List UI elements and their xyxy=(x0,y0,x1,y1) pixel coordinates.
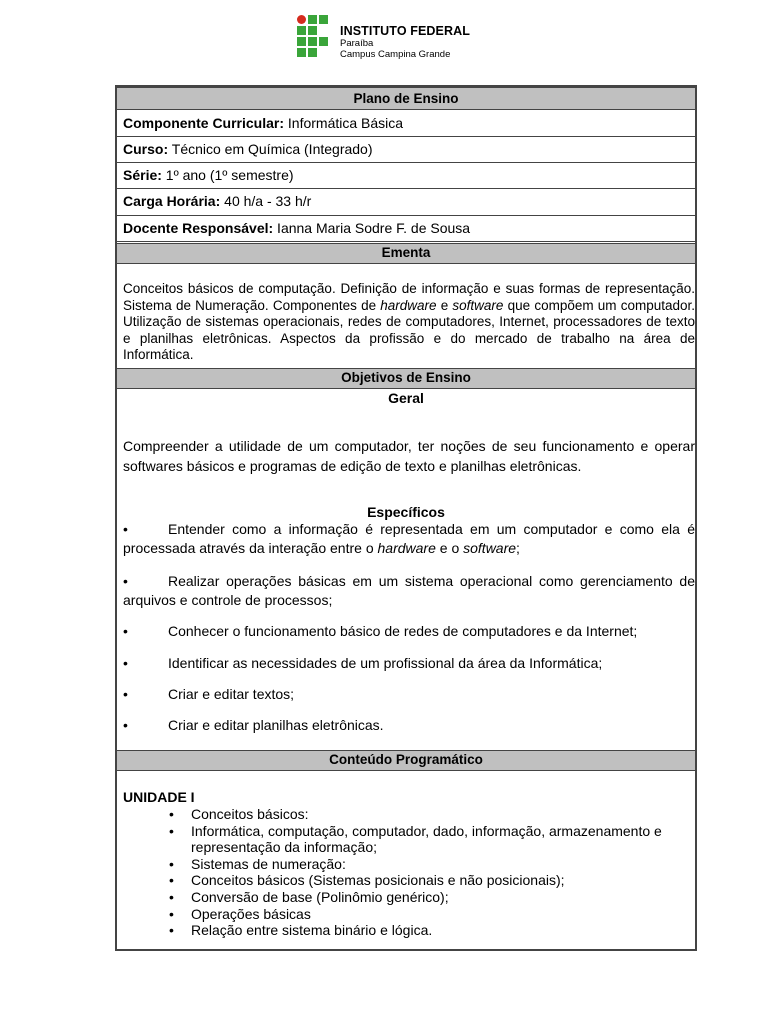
conteudo-list xyxy=(169,806,695,939)
plan-title: Plano de Ensino xyxy=(117,87,695,110)
objetivo-item: • Realizar operações básicas em um sistema operacional como gerenciamento de arquivos e controle de processos; xyxy=(123,573,695,608)
field-componente xyxy=(117,111,695,137)
list-item: • Conceitos básicos: xyxy=(169,806,695,823)
field-curso xyxy=(117,137,695,163)
institution-campus: Campus Campina Grande xyxy=(340,49,451,60)
field-value: 40 h/a - 33 h/r xyxy=(220,193,312,209)
objetivo-item: • Identificar as necessidades de um profissional da área da Informática; xyxy=(123,655,603,671)
field-label: Carga Horária: xyxy=(123,193,221,209)
field-serie xyxy=(117,163,695,189)
field-label: Docente Responsável: xyxy=(123,220,274,236)
section-heading-objetivos: Objetivos de Ensino xyxy=(117,368,695,389)
objetivo-geral-label: Geral xyxy=(388,390,424,406)
field-value: 1º ano (1º semestre) xyxy=(161,167,294,183)
institution-state: Paraíba xyxy=(340,38,374,49)
objetivo-item: • Entender como a informação é representada em um computador e como ela é processada através da interação entre o hardware e o software; xyxy=(123,521,695,556)
list-item: • Relação entre sistema binário e lógica. xyxy=(169,922,695,939)
field-value: Ianna Maria Sodre F. de Sousa xyxy=(273,220,471,236)
field-docente xyxy=(117,216,695,242)
list-item: • Conceitos básicos (Sistemas posicionais e não posicionais); xyxy=(169,872,695,889)
field-label: Curso: xyxy=(123,141,169,157)
list-item: • Operações básicas xyxy=(169,906,695,923)
list-item: • Informática, computação, computador, dado, informação, armazenamento e representação da informação; xyxy=(169,823,695,856)
field-carga-horaria xyxy=(117,189,695,216)
list-item: • Sistemas de numeração: xyxy=(169,856,695,873)
objetivo-item: • Criar e editar textos; xyxy=(123,686,295,702)
institution-logo xyxy=(295,14,495,66)
objetivo-item: • Criar e editar planilhas eletrônicas. xyxy=(123,717,384,733)
section-heading-conteudo: Conteúdo Programático xyxy=(117,750,695,771)
section-heading-ementa: Ementa xyxy=(117,243,695,264)
field-label: Série: xyxy=(123,167,162,183)
objetivo-geral-text: Compreender a utilidade de um computador, ter noções de seu funcionamento e operar softwares básicos e programas de edição de texto e planilhas eletrônicas. xyxy=(123,438,695,474)
field-value: Informática Básica xyxy=(284,115,404,131)
list-item: • Conversão de base (Polinômio genérico); xyxy=(169,889,695,906)
institution-name: INSTITUTO FEDERAL xyxy=(340,24,470,38)
objetivo-item: • Conhecer o funcionamento básico de redes de computadores e da Internet; xyxy=(123,623,638,639)
field-label: Componente Curricular: xyxy=(123,115,285,131)
field-value: Técnico em Química (Integrado) xyxy=(168,141,373,157)
logo-grid-icon xyxy=(295,14,337,62)
ementa-text: Conceitos básicos de computação. Definição de informação e suas formas de representação. Sistema de Numeração. Componentes de hardware e software que compõem um computador. Utilização de sistemas operacionais, redes de computadores, Internet, processadores de texto e planilhas eletrônicas. Aspectos da profissão e do mercado de trabalho na área de Informática. xyxy=(123,281,695,362)
unit-title: UNIDADE I xyxy=(123,789,195,805)
objetivos-especificos-label: Específicos xyxy=(367,504,445,520)
